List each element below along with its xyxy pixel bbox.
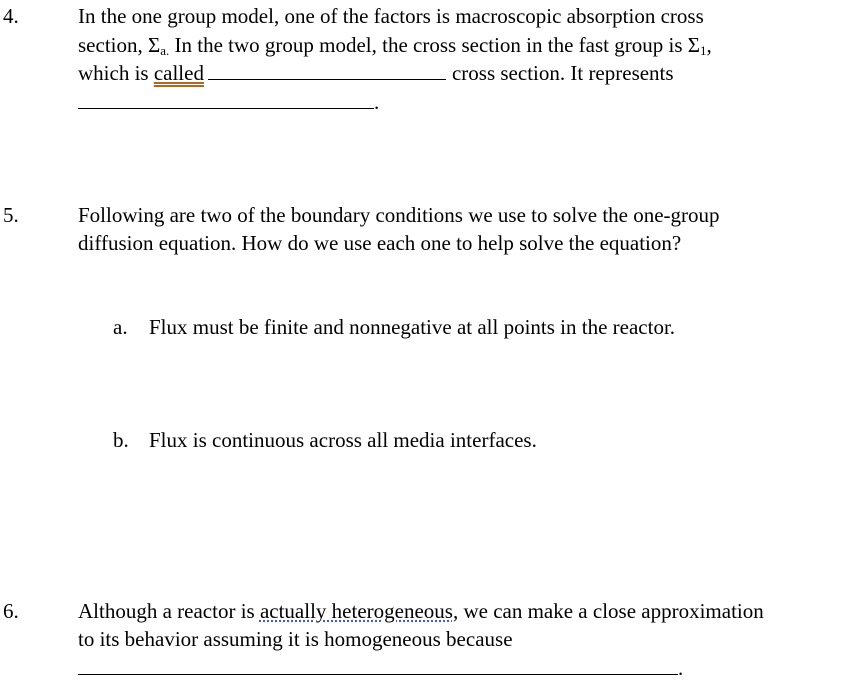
q6-line-3-end: . xyxy=(678,656,684,680)
q4-line-4-end: . xyxy=(374,90,380,114)
q4-line-2-text-a: section, Σ xyxy=(78,33,161,57)
q4-line-2-text-c: , xyxy=(706,33,712,57)
question-number-4: 4. xyxy=(3,4,19,28)
q4-line-1: In the one group model, one of the factors is macroscopic absorption cross xyxy=(78,4,704,28)
q4-line-3-text-a: which is xyxy=(78,61,154,85)
q6-answer-blank[interactable] xyxy=(78,654,678,675)
q6-heterogeneous-phrase: actually heterogeneous xyxy=(259,599,453,623)
q4-line-3-text-b: cross section. It represents xyxy=(451,61,674,85)
q4-answer-blank-2[interactable] xyxy=(78,88,374,109)
q6-line-1-text-b: , we can make a close approximation xyxy=(452,599,764,623)
q4-line-3 xyxy=(78,59,674,88)
q5-item-b-text: Flux is continuous across all media interfaces. xyxy=(149,428,537,452)
q5-item-a-label: a. xyxy=(113,315,128,339)
q6-line-2: to its behavior assuming it is homogeneous because xyxy=(78,627,513,651)
q4-sigma-subscript-1: 1 xyxy=(699,43,707,58)
q6-line-1 xyxy=(78,597,764,626)
q5-line-1: Following are two of the boundary conditions we use to solve the one-group xyxy=(78,203,720,227)
q5-item-a-text: Flux must be finite and nonnegative at all points in the reactor. xyxy=(149,315,676,339)
q5-line-2: diffusion equation. How do we use each one to help solve the equation? xyxy=(78,231,682,255)
q6-line-3 xyxy=(78,654,683,683)
q4-sigma-subscript-a: a. xyxy=(160,43,170,58)
q4-line-4 xyxy=(78,88,379,117)
q4-line-2-text-b: In the two group model, the cross section in the fast group is Σ xyxy=(169,33,700,57)
q4-answer-blank-1[interactable] xyxy=(208,59,446,80)
q5-item-b-label: b. xyxy=(113,428,129,452)
question-number-5: 5. xyxy=(3,203,19,227)
q4-called-word: called xyxy=(153,61,204,85)
question-number-6: 6. xyxy=(3,599,19,623)
q6-line-1-text-a: Although a reactor is xyxy=(78,599,260,623)
